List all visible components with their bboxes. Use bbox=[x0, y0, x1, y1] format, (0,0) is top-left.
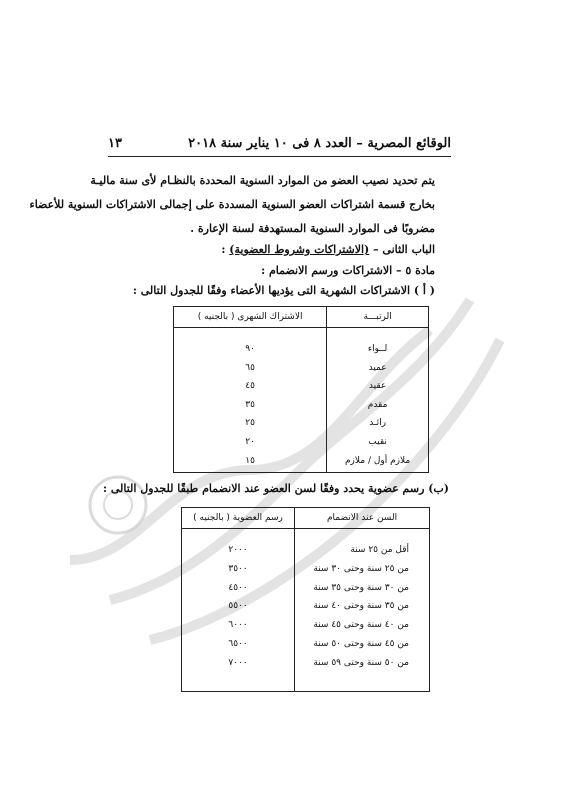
table1-rank: عميد bbox=[368, 362, 387, 373]
chapter-prefix: الباب الثانى – bbox=[369, 243, 435, 256]
table2-age: من ٣٥ سنة وحتى ٤٠ سنة bbox=[313, 601, 409, 612]
table2-fee-column bbox=[182, 529, 295, 692]
chapter-heading bbox=[221, 243, 435, 256]
article-heading: مادة ٥ – الاشتراكات ورسم الانضمام : bbox=[261, 264, 435, 277]
table1-rank: نقيب bbox=[368, 436, 387, 447]
chapter-title: (الاشتراكات وشروط العضوية) bbox=[229, 243, 370, 256]
table1-rank: ملازم أول / ملازم bbox=[344, 455, 411, 466]
table2-age: من ٣٠ سنة وحتى ٣٥ سنة bbox=[313, 582, 409, 593]
table1-rank: رائـد bbox=[369, 418, 386, 429]
table2-header-age: السن عند الانضمام bbox=[295, 508, 430, 529]
paragraph-line-3: مضروبًا فى الموارد السنوية المستهدفة لسنة الإعارة . bbox=[190, 222, 435, 235]
page-header bbox=[108, 132, 451, 154]
paragraph-line-2: بخارج قسمة اشتراكات العضو السنوية المسددة على إجمالى الاشتراكات السنوية للأعضاء bbox=[29, 198, 435, 211]
table2-header-fee: رسم العضوية ( بالجنيه ) bbox=[182, 508, 295, 529]
table1-amount-column bbox=[174, 328, 327, 473]
chapter-suffix: : bbox=[221, 243, 230, 256]
table1-rank: مقدم bbox=[367, 399, 388, 410]
table1-amount: ٢٥ bbox=[245, 418, 255, 429]
table2-fee: ٥٥٠٠ bbox=[228, 601, 248, 612]
table2-fee: ٢٠٠٠ bbox=[228, 545, 248, 555]
table2-fee: ٣٥٠٠ bbox=[228, 563, 248, 574]
table1-rank: عقيد bbox=[368, 381, 387, 392]
table2-age-column bbox=[295, 529, 430, 692]
table1-rank: لــواء bbox=[367, 344, 388, 354]
table2-age: أقل من ٢٥ سنة bbox=[350, 545, 409, 555]
table1-amount: ٤٥ bbox=[245, 381, 255, 392]
table2-fee: ٧٠٠٠ bbox=[228, 657, 248, 668]
header-title: الوقائع المصرية – العدد ٨ فى ١٠ يناير سنة ٢٠١٨ bbox=[188, 135, 451, 151]
table1-amount: ٢٠ bbox=[245, 436, 255, 447]
paragraph-line-1: يتم تحديد نصيب العضو من الموارد السنوية المحددة بالنظـام لأى سنة ماليـة bbox=[90, 174, 435, 187]
table1-header-amount: الاشتراك الشهرى ( بالجنيه ) bbox=[174, 307, 327, 328]
table2-fee: ٦٥٠٠ bbox=[228, 638, 248, 649]
monthly-subscription-table bbox=[173, 306, 429, 473]
table1-amount: ٣٥ bbox=[245, 399, 255, 410]
table1-amount: ٩٠ bbox=[245, 344, 255, 354]
page-number: ١٣ bbox=[108, 135, 122, 151]
header-divider bbox=[108, 156, 451, 157]
clause-b: (ب) رسم عضوية يحدد وفقًا لسن العضو عند الانضمام طبقًا للجدول التالى : bbox=[102, 482, 449, 495]
table1-header-rank: الرتبـــة bbox=[327, 307, 429, 328]
table2-age: من ٤٠ سنة وحتى ٤٥ سنة bbox=[313, 620, 409, 631]
membership-fee-table bbox=[181, 507, 430, 692]
table2-age: من ٢٥ سنة وحتى ٣٠ سنة bbox=[313, 563, 409, 574]
table1-rank-column bbox=[327, 328, 429, 473]
table1-amount: ١٥ bbox=[245, 455, 255, 466]
table2-fee: ٦٠٠٠ bbox=[228, 620, 248, 631]
table2-age: من ٥٠ سنة وحتى ٥٩ سنة bbox=[313, 657, 409, 668]
table2-fee: ٤٥٠٠ bbox=[228, 582, 248, 593]
clause-a: ( أ ) الاشتراكات الشهرية التى يؤديها الأعضاء وفقًا للجدول التالى : bbox=[132, 284, 435, 297]
table1-amount: ٦٥ bbox=[245, 362, 255, 373]
table2-age: من ٤٥ سنة وحتى ٥٠ سنة bbox=[313, 638, 409, 649]
